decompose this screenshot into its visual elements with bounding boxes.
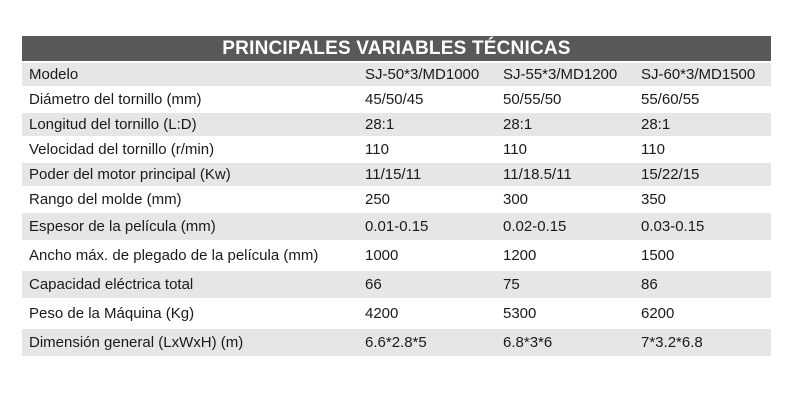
row-label: Rango del molde (mm) — [29, 191, 182, 208]
cell-model-2: 0.02-0.15 — [503, 218, 567, 235]
row-label: Velocidad del tornillo (r/min) — [29, 141, 215, 158]
table-row — [22, 86, 771, 111]
cell-model-2: 1200 — [503, 247, 537, 264]
cell-model-1: 28:1 — [365, 116, 395, 133]
cell-model-3: 110 — [641, 141, 665, 158]
cell-model-1: 110 — [365, 141, 389, 158]
cell-model-2: 110 — [503, 141, 527, 158]
table-row — [22, 298, 771, 327]
table-row — [22, 327, 771, 356]
row-label: Peso de la Máquina (Kg) — [29, 305, 195, 322]
table-row — [22, 61, 771, 86]
cell-model-1: 250 — [365, 191, 391, 208]
cell-model-3: 86 — [641, 276, 658, 293]
cell-model-1: 4200 — [365, 305, 399, 322]
cell-model-3: 15/22/15 — [641, 166, 700, 183]
cell-model-3: 6200 — [641, 305, 675, 322]
table-row — [22, 136, 771, 161]
row-label: Poder del motor principal (Kw) — [29, 166, 231, 183]
row-label: Capacidad eléctrica total — [29, 276, 194, 293]
cell-model-1: 0.01-0.15 — [365, 218, 429, 235]
cell-model-2: 75 — [503, 276, 520, 293]
cell-model-3: 28:1 — [641, 116, 671, 133]
cell-model-2: 11/18.5/11 — [503, 166, 572, 183]
row-label: Dimensión general (LxWxH) (m) — [29, 334, 244, 351]
cell-model-3: SJ-60*3/MD1500 — [641, 66, 756, 83]
row-label: Espesor de la película (mm) — [29, 218, 216, 235]
cell-model-3: 7*3.2*6.8 — [641, 334, 703, 351]
row-label: Ancho máx. de plegado de la película (mm) — [29, 247, 319, 264]
table-row — [22, 161, 771, 186]
cell-model-1: 1000 — [365, 247, 399, 264]
row-label: Diámetro del tornillo (mm) — [29, 91, 202, 108]
cell-model-2: 300 — [503, 191, 529, 208]
table-row — [22, 240, 771, 269]
cell-model-2: SJ-55*3/MD1200 — [503, 66, 618, 83]
cell-model-1: 11/15/11 — [365, 166, 422, 183]
table-row — [22, 111, 771, 136]
cell-model-1: SJ-50*3/MD1000 — [365, 66, 480, 83]
table-title: PRINCIPALES VARIABLES TÉCNICAS — [22, 36, 771, 61]
cell-model-2: 5300 — [503, 305, 537, 322]
table-row — [22, 211, 771, 240]
cell-model-3: 350 — [641, 191, 667, 208]
cell-model-2: 50/55/50 — [503, 91, 562, 108]
row-label: Modelo — [29, 66, 79, 83]
spec-table — [22, 36, 771, 356]
table-row — [22, 186, 771, 211]
cell-model-1: 66 — [365, 276, 382, 293]
cell-model-2: 28:1 — [503, 116, 533, 133]
cell-model-1: 6.6*2.8*5 — [365, 334, 427, 351]
row-label: Longitud del tornillo (L:D) — [29, 116, 197, 133]
cell-model-3: 1500 — [641, 247, 675, 264]
table-row — [22, 269, 771, 298]
cell-model-2: 6.8*3*6 — [503, 334, 553, 351]
cell-model-1: 45/50/45 — [365, 91, 424, 108]
cell-model-3: 0.03-0.15 — [641, 218, 705, 235]
cell-model-3: 55/60/55 — [641, 91, 700, 108]
